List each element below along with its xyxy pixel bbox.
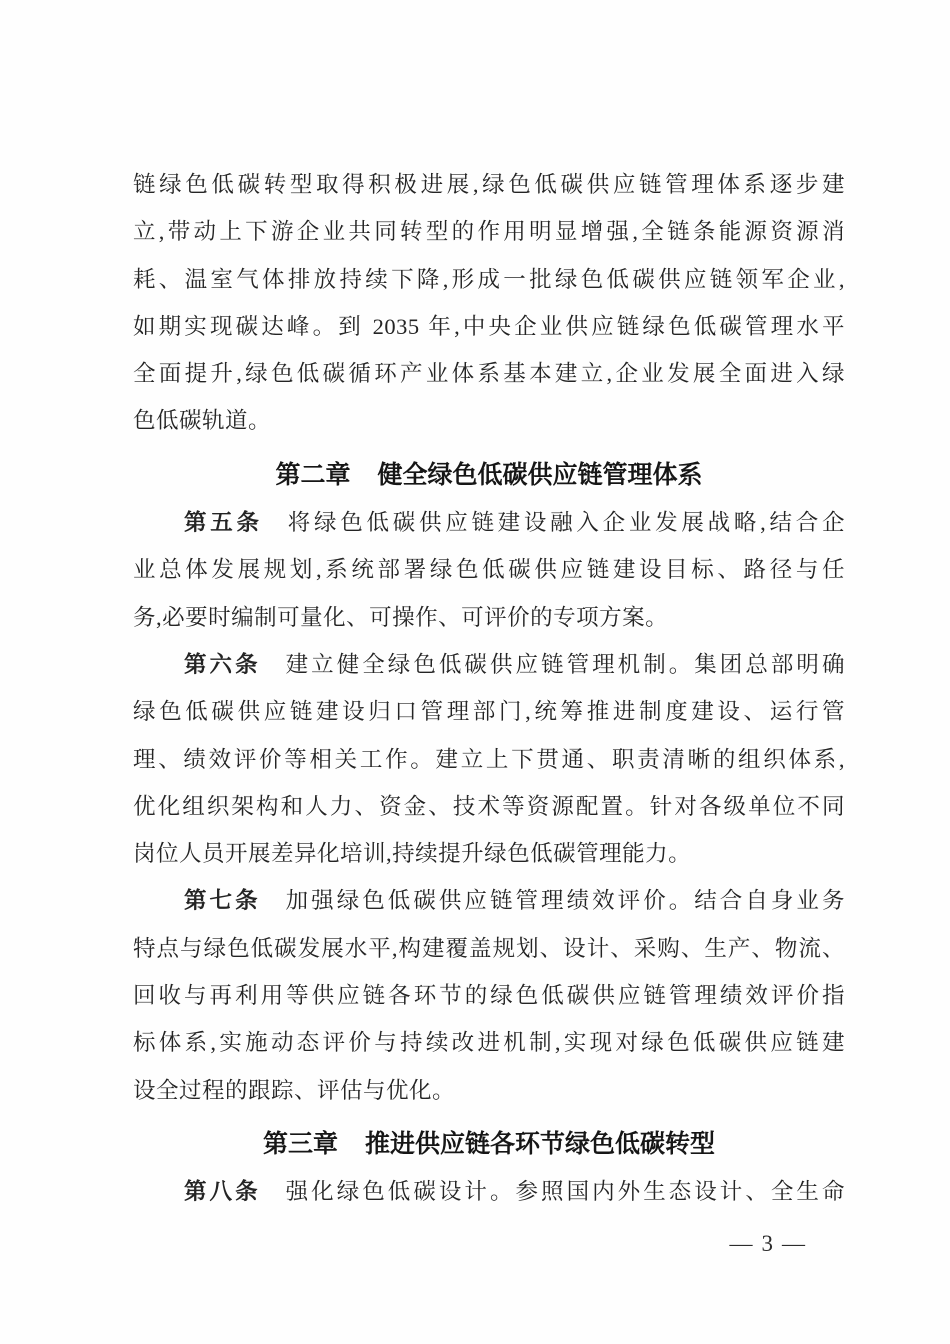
page-number	[133, 1231, 845, 1257]
article-text: 加强绿色低碳供应链管理绩效评价。结合自身业务	[285, 888, 845, 914]
text-line: 立,带动上下游企业共同转型的作用明显增强,全链条能源资源消	[133, 219, 845, 245]
chapter-2-heading	[133, 445, 845, 499]
chapter-number: 第三章	[262, 1129, 338, 1158]
article-first-line	[133, 1168, 845, 1215]
chapter-title: 推进供应链各环节绿色低碳转型	[365, 1129, 716, 1158]
chapter-title: 健全绿色低碳供应链管理体系	[377, 460, 703, 489]
article-5	[133, 499, 845, 641]
article-text: 将绿色低碳供应链建设融入企业发展战略,结合企	[287, 510, 845, 536]
text-line: 全面提升,绿色低碳循环产业体系基本建立,企业发展全面进入绿	[133, 361, 845, 387]
text-line: 标体系,实施动态评价与持续改进机制,实现对绿色低碳供应链建	[133, 1030, 845, 1056]
article-label: 第七条	[184, 888, 261, 914]
article-first-line	[133, 641, 845, 688]
article-8	[133, 1168, 845, 1215]
article-6	[133, 641, 845, 877]
article-first-line	[133, 877, 845, 924]
text-line: 理、绩效评价等相关工作。建立上下贯通、职责清晰的组织体系,	[133, 746, 845, 772]
text-line: 务,必要时编制可量化、可操作、可评价的专项方案。	[133, 604, 669, 630]
article-text: 强化绿色低碳设计。参照国内外生态设计、全生命	[285, 1179, 845, 1205]
text-line: 链绿色低碳转型取得积极进展,绿色低碳供应链管理体系逐步建	[133, 172, 845, 197]
document-body	[133, 161, 845, 1257]
text-line: 耗、温室气体排放持续下降,形成一批绿色低碳供应链领军企业,	[133, 266, 845, 292]
page-number-value: 3	[761, 1230, 773, 1256]
article-label: 第六条	[184, 651, 261, 677]
text-line: 优化组织架构和人力、资金、技术等资源配置。针对各级单位不同	[133, 793, 845, 819]
article-label: 第八条	[184, 1179, 261, 1205]
text-line: 特点与绿色低碳发展水平,构建覆盖规划、设计、采购、生产、物流、	[133, 935, 845, 961]
article-text: 建立健全绿色低碳供应链管理机制。集团总部明确	[285, 651, 845, 677]
text-line: 设全过程的跟踪、评估与优化。	[133, 1077, 456, 1103]
chapter-3-heading	[133, 1114, 845, 1168]
intro-paragraph	[133, 161, 845, 445]
text-line: 岗位人员开展差异化培训,持续提升绿色低碳管理能力。	[133, 841, 692, 867]
text-line: 绿色低碳供应链建设归口管理部门,统筹推进制度建设、运行管	[133, 699, 845, 725]
page-number-dash-left: —	[729, 1230, 753, 1256]
article-7	[133, 877, 845, 1113]
text-line: 如期实现碳达峰。到 2035 年,中央企业供应链绿色低碳管理水平	[133, 313, 845, 339]
article-first-line	[133, 499, 845, 546]
text-line: 回收与再利用等供应链各环节的绿色低碳供应链管理绩效评价指	[133, 983, 845, 1009]
text-line: 色低碳轨道。	[133, 408, 272, 434]
page-number-dash-right: —	[782, 1230, 805, 1256]
chapter-number: 第二章	[275, 460, 351, 489]
text-line: 业总体发展规划,系统部署绿色低碳供应链建设目标、路径与任	[133, 557, 845, 583]
article-label: 第五条	[184, 510, 263, 536]
